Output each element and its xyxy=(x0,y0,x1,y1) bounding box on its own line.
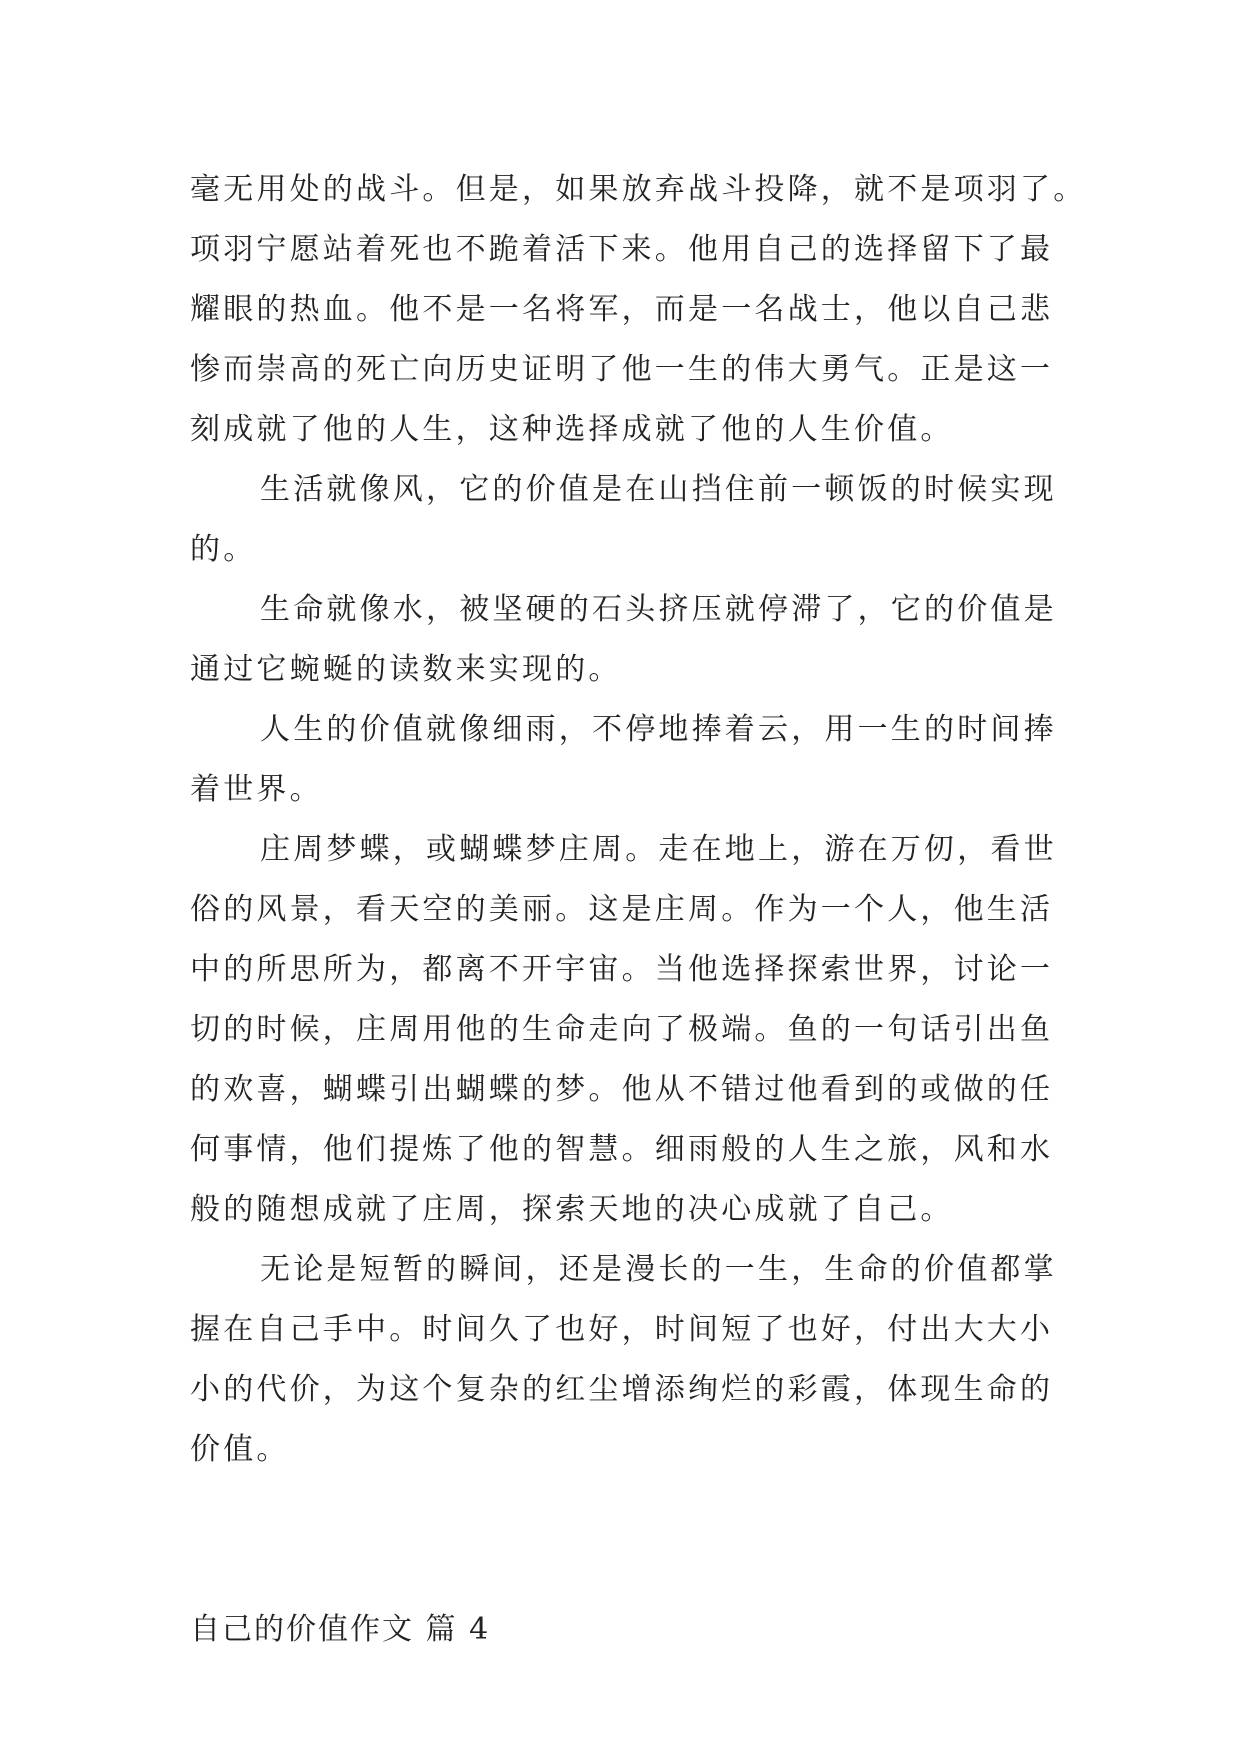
text-line: 着世界。 xyxy=(190,772,323,807)
paragraph xyxy=(190,160,1087,460)
text-line: 何事情，他们提炼了他的智慧。细雨般的人生之旅，风和水 xyxy=(190,1132,1054,1167)
text-line: 通过它蜿蜒的读数来实现的。 xyxy=(190,652,622,687)
text-line: 耀眼的热血。他不是一名将军，而是一名战士，他以自己悲 xyxy=(190,292,1054,327)
text-line: 毫无用处的战斗。但是，如果放弃战斗投降，就不是项羽了。 xyxy=(190,172,1087,207)
paragraph xyxy=(190,580,1061,700)
text-line: 握在自己手中。时间久了也好，时间短了也好，付出大大小 xyxy=(190,1312,1054,1347)
paragraph xyxy=(190,1240,1061,1480)
text-line: 俗的风景，看天空的美丽。这是庄周。作为一个人，他生活 xyxy=(190,892,1054,927)
text-line: 的。 xyxy=(190,532,257,567)
text-line: 般的随想成就了庄周，探索天地的决心成就了自己。 xyxy=(190,1192,954,1227)
document-body xyxy=(190,160,1087,1660)
text-line: 惨而崇高的死亡向历史证明了他一生的伟大勇气。正是这一 xyxy=(190,352,1054,387)
text-line: 切的时候，庄周用他的生命走向了极端。鱼的一句话引出鱼 xyxy=(190,1012,1054,1047)
section-spacer xyxy=(190,1480,1061,1600)
text-line: 人生的价值就像细雨，不停地捧着云，用一生的时间捧 xyxy=(260,712,1057,747)
text-line: 无论是短暂的瞬间，还是漫长的一生，生命的价值都掌 xyxy=(260,1252,1057,1287)
text-line: 项羽宁愿站着死也不跪着活下来。他用自己的选择留下了最 xyxy=(190,232,1054,267)
paragraph xyxy=(190,700,1061,820)
text-line: 中的所思所为，都离不开宇宙。当他选择探索世界，讨论一 xyxy=(190,952,1054,987)
text-line: 的欢喜，蝴蝶引出蝴蝶的梦。他从不错过他看到的或做的任 xyxy=(190,1072,1054,1107)
text-line: 小的代价，为这个复杂的红尘增添绚烂的彩霞，体现生命的 xyxy=(190,1372,1054,1407)
text-line: 刻成就了他的人生，这种选择成就了他的人生价值。 xyxy=(190,412,954,447)
section-heading: 自己的价值作文 篇 4 xyxy=(190,1612,491,1647)
text-line: 生活就像风，它的价值是在山挡住前一顿饭的时候实现 xyxy=(260,472,1057,507)
text-line: 价值。 xyxy=(190,1432,290,1467)
text-line: 生命就像水，被坚硬的石头挤压就停滞了，它的价值是 xyxy=(260,592,1057,627)
text-line: 庄周梦蝶，或蝴蝶梦庄周。走在地上，游在万仞，看世 xyxy=(260,832,1057,867)
paragraph xyxy=(190,820,1061,1240)
paragraph xyxy=(190,460,1061,580)
